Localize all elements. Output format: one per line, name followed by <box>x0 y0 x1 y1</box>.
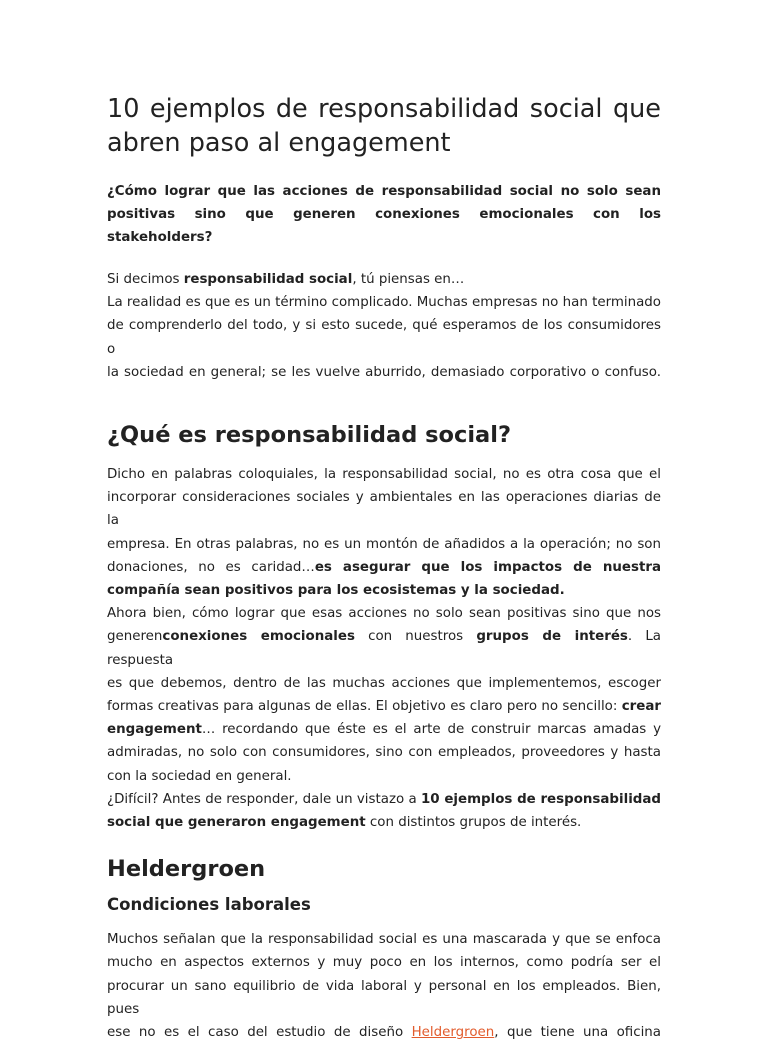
body-line <box>107 788 661 811</box>
intro-paragraph-2 <box>107 291 661 384</box>
section1-paragraph-1 <box>107 463 661 602</box>
body-line: con la sociedad en general. <box>107 768 292 784</box>
body-line: Ahora bien, cómo lograr que esas acciones no solo sean positivas sino que nos <box>107 606 661 622</box>
document-page <box>107 92 661 1044</box>
document-title: 10 ejemplos de responsabilidad social que abren paso al engagement <box>107 94 661 158</box>
body-text: donaciones, no es caridad… <box>107 559 315 575</box>
body-line: Dicho en palabras coloquiales, la responsabilidad social, no es otra cosa que el <box>107 467 661 483</box>
body-text: con distintos grupos de interés. <box>365 815 582 831</box>
subheading-working-conditions: Condiciones laborales <box>107 895 311 915</box>
section-heading-heldergroen: Heldergroen <box>107 856 266 883</box>
intro-text: Si decimos <box>107 272 184 287</box>
body-text: formas creativas para algunas de ellas. El objetivo es claro pero no sencillo: <box>107 699 622 715</box>
section1-paragraph-3 <box>107 788 661 834</box>
body-text: … recordando que éste es el arte de construir marcas amadas y <box>201 722 661 738</box>
body-line: admiradas, no solo con consumidores, sino con empleados, proveedores y hasta <box>107 745 661 761</box>
lead-line-1: ¿Cómo lograr que las acciones de responsabilidad social no solo sean <box>107 184 661 199</box>
body-line <box>107 1021 661 1044</box>
body-bold: 10 ejemplos de responsabilidad <box>420 791 661 807</box>
body-text: generen <box>107 629 163 645</box>
body-text: . La respuesta <box>107 629 661 668</box>
intro-line: La realidad es que es un término complicado. Muchas empresas no han terminado <box>107 295 661 311</box>
intro-text: , tú piensas en… <box>352 272 465 287</box>
intro-paragraph-1 <box>107 268 661 291</box>
body-text: ese no es el caso del estudio de diseño <box>107 1025 412 1041</box>
body-line <box>107 718 661 741</box>
body-bold: engagement <box>107 722 202 738</box>
body-line: procurar un sano equilibrio de vida laboral y personal en los empleados. Bien, pues <box>107 978 661 1017</box>
lead-question <box>107 180 661 249</box>
body-bold: es asegurar que los impactos de nuestra <box>314 559 661 575</box>
intro-bold-term: responsabilidad social <box>183 272 353 287</box>
body-text: ¿Difícil? Antes de responder, dale un vistazo a <box>107 791 421 807</box>
body-line <box>107 811 661 834</box>
lead-line-2: positivas sino que generen conexiones emocionales con los stakeholders? <box>107 207 661 245</box>
body-bold: crear <box>621 699 661 715</box>
body-line: incorporar consideraciones sociales y ambientales en las operaciones diarias de la <box>107 490 661 529</box>
body-line: es que debemos, dentro de las muchas acciones que implementemos, escoger <box>107 675 661 691</box>
body-line <box>107 695 661 718</box>
body-line <box>107 556 661 579</box>
body-line: Muchos señalan que la responsabilidad social es una mascarada y que se enfoca <box>107 932 661 948</box>
section1-paragraph-2 <box>107 602 661 788</box>
intro-line: de comprenderlo del todo, y si esto sucede, qué esperamos de los consumidores o <box>107 318 661 357</box>
body-line <box>107 579 661 602</box>
body-line: mucho en aspectos externos y muy poco en los internos, como podría ser el <box>107 955 661 971</box>
section-heading-what-is: ¿Qué es responsabilidad social? <box>107 422 512 449</box>
intro-line: la sociedad en general; se les vuelve aburrido, demasiado corporativo o confuso. <box>107 364 661 380</box>
body-bold: grupos de interés <box>476 629 628 645</box>
body-bold: compañía sean positivos para los ecosistemas y la sociedad. <box>107 583 565 599</box>
heldergroen-link[interactable]: Heldergroen <box>411 1025 495 1041</box>
body-line: empresa. En otras palabras, no es un montón de añadidos a la operación; no son <box>107 536 661 552</box>
body-bold: conexiones emocionales <box>162 629 355 645</box>
body-text: con nuestros <box>354 629 477 645</box>
body-bold: social que generaron engagement <box>107 815 366 831</box>
body-line <box>107 625 661 671</box>
section2-paragraph-1 <box>107 928 661 1044</box>
body-text: , que tiene una oficina <box>494 1025 662 1041</box>
